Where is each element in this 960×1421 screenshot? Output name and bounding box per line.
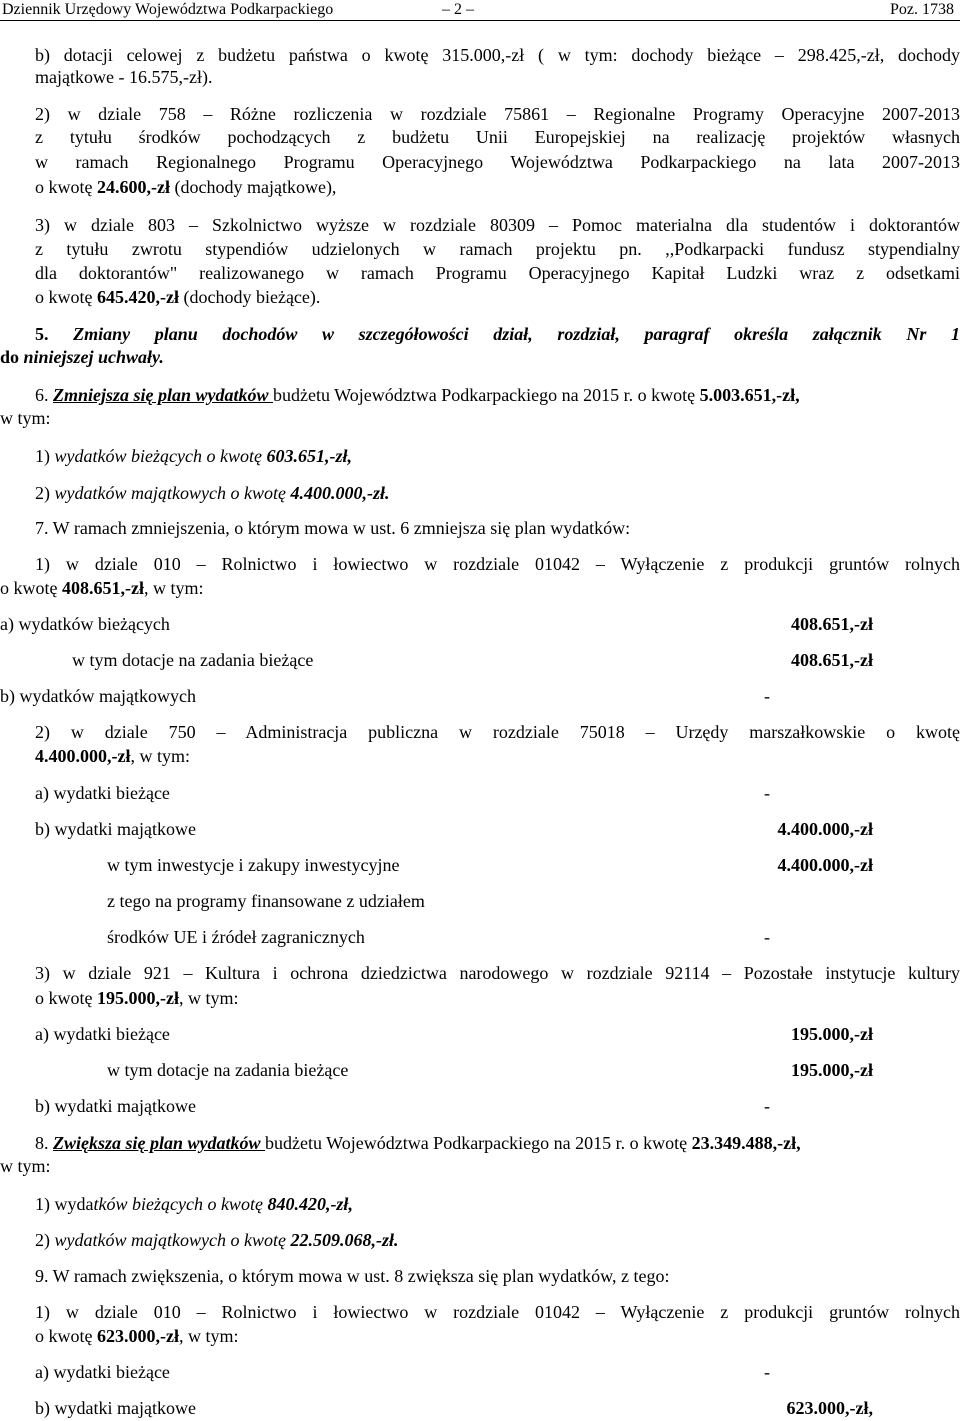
p7-s1-b-label: b) wydatków majątkowych: [0, 686, 196, 706]
p7-s2-b-sub-label: w tym inwestycje i zakupy inwestycyjne: [107, 855, 400, 875]
point8-heading: Zwiększa się plan wydatków: [53, 1133, 266, 1153]
point9-text: 9. W ramach zwiększenia, o którym mowa w ust. 8 zwiększa się plan wydatków, z tego:: [35, 1266, 670, 1286]
p7-s2-b-sub2-value: -: [764, 927, 770, 947]
point5-text: Zmiany planu dochodów w szczegółowości dział, rozdział, paragraf określa załącznik Nr 1: [73, 324, 960, 344]
p7-s2-b-sub-value: 4.400.000,-zł: [777, 855, 873, 875]
point6-amount: 5.003.651,-zł,: [699, 385, 800, 405]
intro-b-line1: b) dotacji celowej z budżetu państwa o kwotę 315.000,-zł ( w tym: dochody bieżące – 298.425,-zł, dochody: [35, 45, 960, 65]
item2-line3: w ramach Regionalnego Programu Operacyjnego Województwa Podkarpackiego na lata 2007-2013: [35, 152, 960, 172]
point5-line1: 5. Zmiany planu dochodów w szczegółowości dział, rozdział, paragraf określa załącznik Nr 1: [35, 324, 960, 344]
journal-title: Dziennik Urzędowy Województwa Podkarpackiego: [2, 1, 334, 18]
p7-s3-a-label: a) wydatki bieżące: [35, 1024, 170, 1044]
point5-line2: do niniejszej uchwały.: [0, 347, 164, 367]
p9-s1-b-label: b) wydatki majątkowe: [35, 1398, 196, 1418]
point6-line1: 6. Zmniejsza się plan wydatków budżetu Województwa Podkarpackiego na 2015 r. o kwotę 5.003.651,-zł,: [35, 385, 800, 405]
point7-s2-line2: 4.400.000,-zł, w tym:: [35, 746, 190, 766]
p7-s3-b-value: -: [764, 1096, 770, 1116]
point8-line2: w tym:: [0, 1156, 51, 1176]
point6-sub1: 1) wydatków bieżących o kwotę 603.651,-zł,: [35, 446, 352, 466]
point6-sub2: 2) wydatków majątkowych o kwotę 4.400.000,-zł.: [35, 483, 390, 503]
p7-s3-a-sub-value: 195.000,-zł: [791, 1060, 873, 1080]
page-header: [0, 0, 960, 21]
point7-s3-line1: 3) w dziale 921 – Kultura i ochrona dziedzictwa narodowego w rozdziale 92114 – Pozostałe instytucje kultury: [35, 963, 960, 983]
item2-line4: o kwotę 24.600,-zł (dochody majątkowe),: [35, 177, 337, 197]
header-rule: [0, 20, 960, 21]
item2-line1: 2) w dziale 758 – Różne rozliczenia w rozdziale 75861 – Regionalne Programy Operacyjne 2007-2013: [35, 104, 960, 124]
point9-s1-line1: 1) w dziale 010 – Rolnictwo i łowiectwo w rozdziale 01042 – Wyłączenie z produkcji gruntów rolnych: [35, 1302, 960, 1322]
p7-s2-b-sub2-line2: środków UE i źródeł zagranicznych: [107, 927, 365, 947]
point7-s3-line2: o kwotę 195.000,-zł, w tym:: [35, 988, 239, 1008]
point8-sub1: 1) wydatków bieżących o kwotę 840.420,-zł,: [35, 1194, 353, 1214]
point6-heading: Zmniejsza się plan wydatków: [53, 385, 274, 405]
item3-line3: dla doktorantów" realizowanego w ramach Programu Operacyjnego Kapitał Ludzki wraz z odsetkami: [35, 263, 960, 283]
item2-amount: 24.600,-zł: [97, 177, 170, 197]
p7-s2-b-sub2-line1: z tego na programy finansowane z udziałem: [107, 891, 425, 911]
p9-s1-a-value: -: [764, 1362, 770, 1382]
p7-s3-b-label: b) wydatki majątkowe: [35, 1096, 196, 1116]
p7-s1-a-sub-value: 408.651,-zł: [791, 650, 873, 670]
point9-s1-line2: o kwotę 623.000,-zł, w tym:: [35, 1326, 239, 1346]
item3-amount: 645.420,-zł: [97, 287, 179, 307]
p9-s1-a-label: a) wydatki bieżące: [35, 1362, 170, 1382]
p7-s1-b-value: -: [764, 686, 770, 706]
point8-sub2: 2) wydatków majątkowych o kwotę 22.509.068,-zł.: [35, 1230, 399, 1250]
item3-line2: z tytułu zwrotu stypendiów udzielonych w ramach projektu pn. ,,Podkarpacki fundusz stypendialny: [35, 239, 960, 259]
p7-s2-a-label: a) wydatki bieżące: [35, 783, 170, 803]
p7-s1-a-label: a) wydatków bieżących: [0, 614, 170, 634]
page-number: – 2 –: [442, 1, 474, 18]
item2-line2: z tytułu środków pochodzących z budżetu Unii Europejskiej na realizację projektów własnych: [35, 127, 960, 147]
p7-s2-b-label: b) wydatki majątkowe: [35, 819, 196, 839]
point7-s1-line2: o kwotę 408.651,-zł, w tym:: [0, 578, 204, 598]
point6-line2: w tym:: [0, 408, 51, 428]
intro-b-line2: majątkowe - 16.575,-zł).: [35, 67, 213, 87]
point7-s1-line1: 1) w dziale 010 – Rolnictwo i łowiectwo w rozdziale 01042 – Wyłączenie z produkcji gruntów rolnych: [35, 554, 960, 574]
point7-s2-line1: 2) w dziale 750 – Administracja publiczna w rozdziale 75018 – Urzędy marszałkowskie o kwotę: [35, 722, 960, 742]
p7-s3-a-sub-label: w tym dotacje na zadania bieżące: [107, 1060, 349, 1080]
position-number: Poz. 1738: [890, 1, 954, 18]
point8-line1: 8. Zwiększa się plan wydatków budżetu Województwa Podkarpackiego na 2015 r. o kwotę 23.349.488,-zł,: [35, 1133, 801, 1153]
p7-s3-a-value: 195.000,-zł: [791, 1024, 873, 1044]
p7-s1-a-value: 408.651,-zł: [791, 614, 873, 634]
item3-line1: 3) w dziale 803 – Szkolnictwo wyższe w rozdziale 80309 – Pomoc materialna dla studentów i doktorantów: [35, 215, 960, 235]
item3-line4: o kwotę 645.420,-zł (dochody bieżące).: [35, 287, 321, 307]
p9-s1-b-value: 623.000,-zł,: [786, 1398, 873, 1418]
point7-text: 7. W ramach zmniejszenia, o którym mowa w ust. 6 zmniejsza się plan wydatków:: [35, 518, 631, 538]
p7-s1-a-sub-label: w tym dotacje na zadania bieżące: [72, 650, 314, 670]
p7-s2-b-value: 4.400.000,-zł: [777, 819, 873, 839]
p7-s2-a-value: -: [764, 783, 770, 803]
point8-amount: 23.349.488,-zł,: [691, 1133, 801, 1153]
